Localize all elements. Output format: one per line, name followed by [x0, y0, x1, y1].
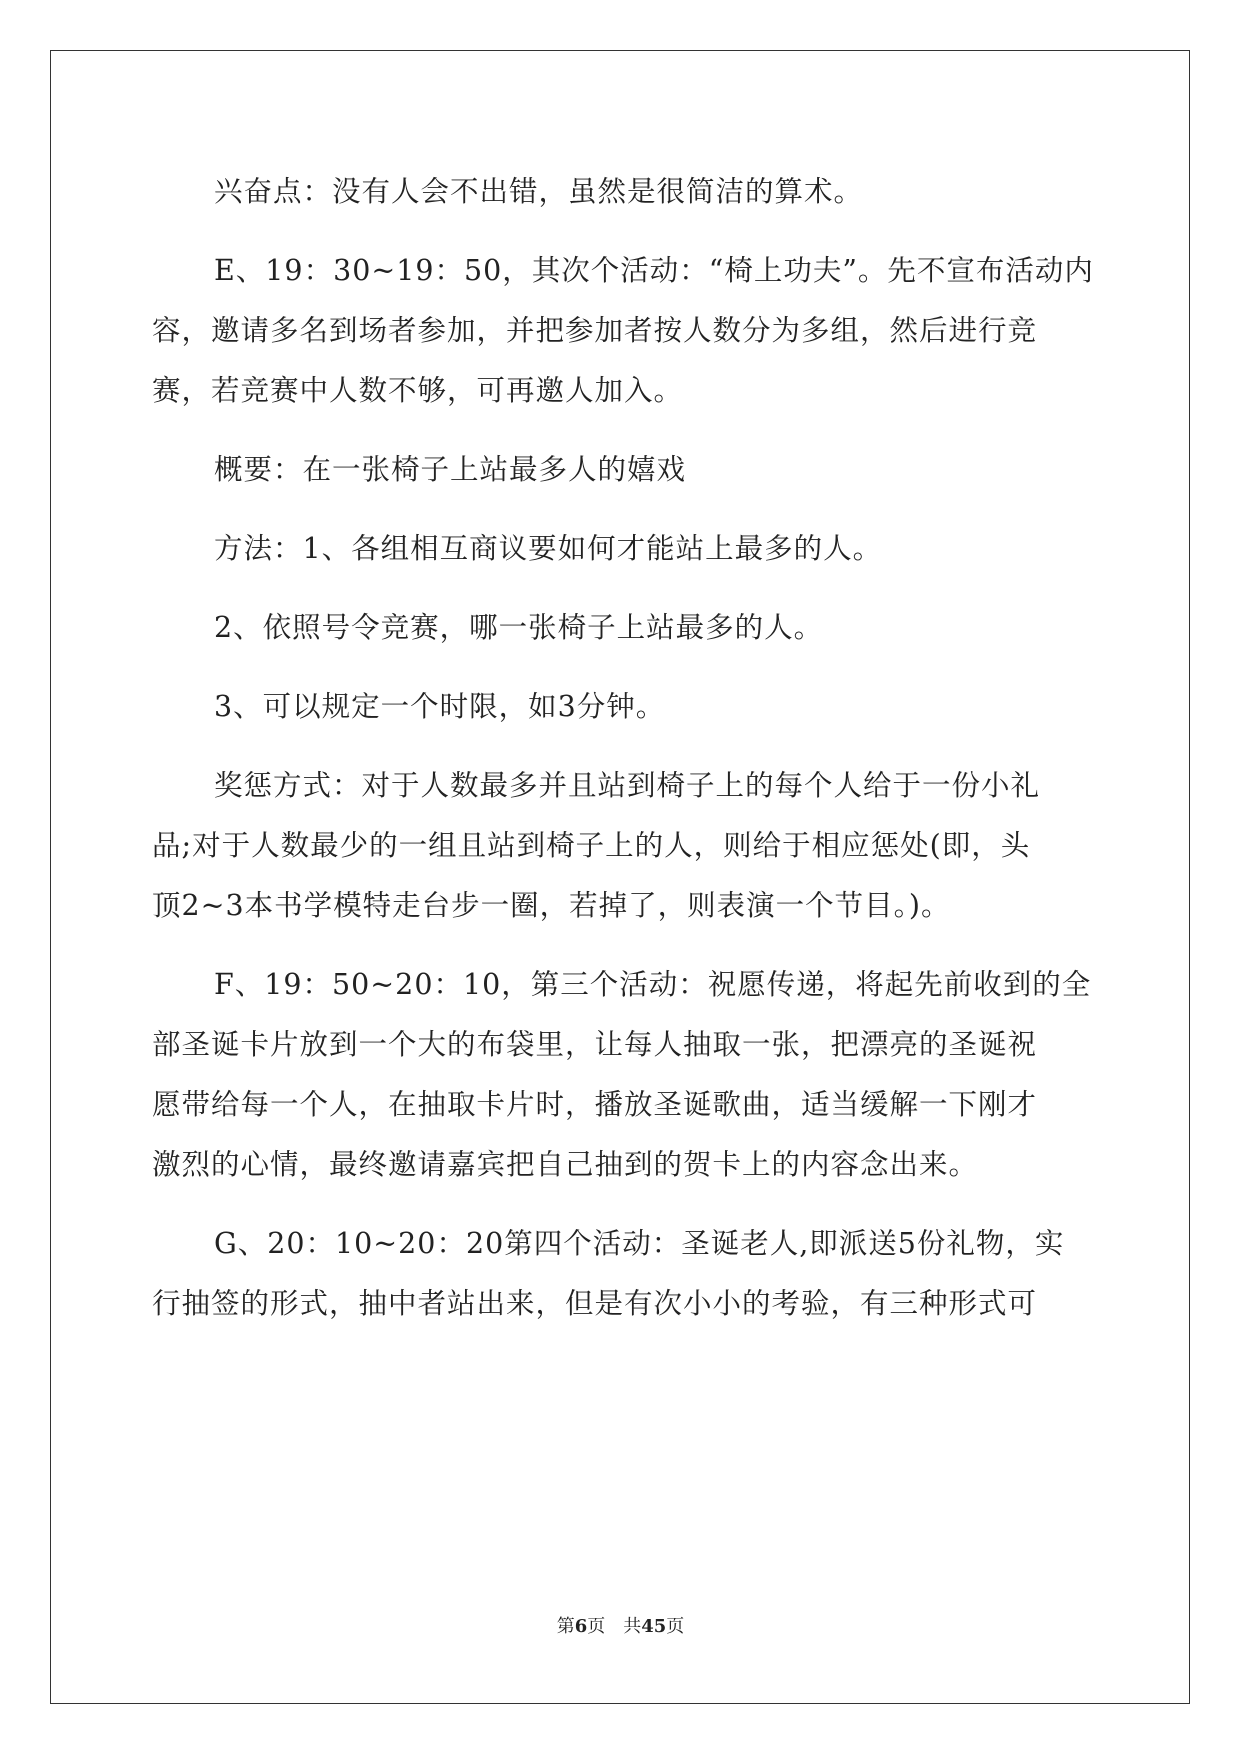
- paragraph-line: E、19：30~19：50，其次个活动：“椅上功夫”。先不宣布活动内: [214, 254, 1094, 287]
- paragraph-line: 兴奋点：没有人会不出错，虽然是很简洁的算术。: [214, 175, 864, 208]
- paragraph-line: 容，邀请多名到场者参加，并把参加者按人数分为多组，然后进行竞: [152, 314, 1038, 347]
- document-body: [152, 162, 1094, 1334]
- paragraph-line: 品;对于人数最少的一组且站到椅子上的人，则给于相应惩处(即，头: [152, 829, 1031, 862]
- paragraph-line: 行抽签的形式，抽中者站出来，但是有次小小的考验，有三种形式可: [152, 1287, 1038, 1320]
- paragraph-line: 部圣诞卡片放到一个大的布袋里，让每人抽取一张，把漂亮的圣诞祝: [152, 1028, 1038, 1061]
- total-page-count: 45: [641, 1616, 667, 1637]
- paragraph-line: 3、可以规定一个时限，如3分钟。: [214, 690, 666, 723]
- paragraph-line: G、20：10~20：20第四个活动：圣诞老人,即派送5份礼物，实: [214, 1227, 1065, 1260]
- paragraph-line: 顶2~3本书学模特走台步一圈，若掉了，则表演一个节目。)。: [152, 889, 951, 922]
- paragraph-line: 概要：在一张椅子上站最多人的嬉戏: [214, 453, 687, 486]
- paragraph-line: F、19：50~20：10，第三个活动：祝愿传递，将起先前收到的全: [214, 968, 1092, 1001]
- paragraph-line: 奖惩方式：对于人数最多并且站到椅子上的每个人给于一份小礼: [214, 769, 1041, 802]
- paragraph-line: 方法：1、各组相互商议要如何才能站上最多的人。: [214, 532, 883, 565]
- paragraph-line: 2、依照号令竞赛，哪一张椅子上站最多的人。: [214, 611, 824, 644]
- footer-suffix: 页: [666, 1616, 685, 1637]
- page-footer: [0, 1612, 1241, 1638]
- paragraph-line: 激烈的心情，最终邀请嘉宾把自己抽到的贺卡上的内容念出来。: [152, 1148, 979, 1181]
- current-page-number: 6: [574, 1616, 588, 1637]
- footer-prefix: 第: [556, 1616, 575, 1637]
- footer-middle: 页 共: [587, 1616, 642, 1637]
- paragraph-line: 愿带给每一个人，在抽取卡片时，播放圣诞歌曲，适当缓解一下刚才: [152, 1088, 1038, 1121]
- paragraph-line: 赛，若竞赛中人数不够，可再邀人加入。: [152, 374, 684, 407]
